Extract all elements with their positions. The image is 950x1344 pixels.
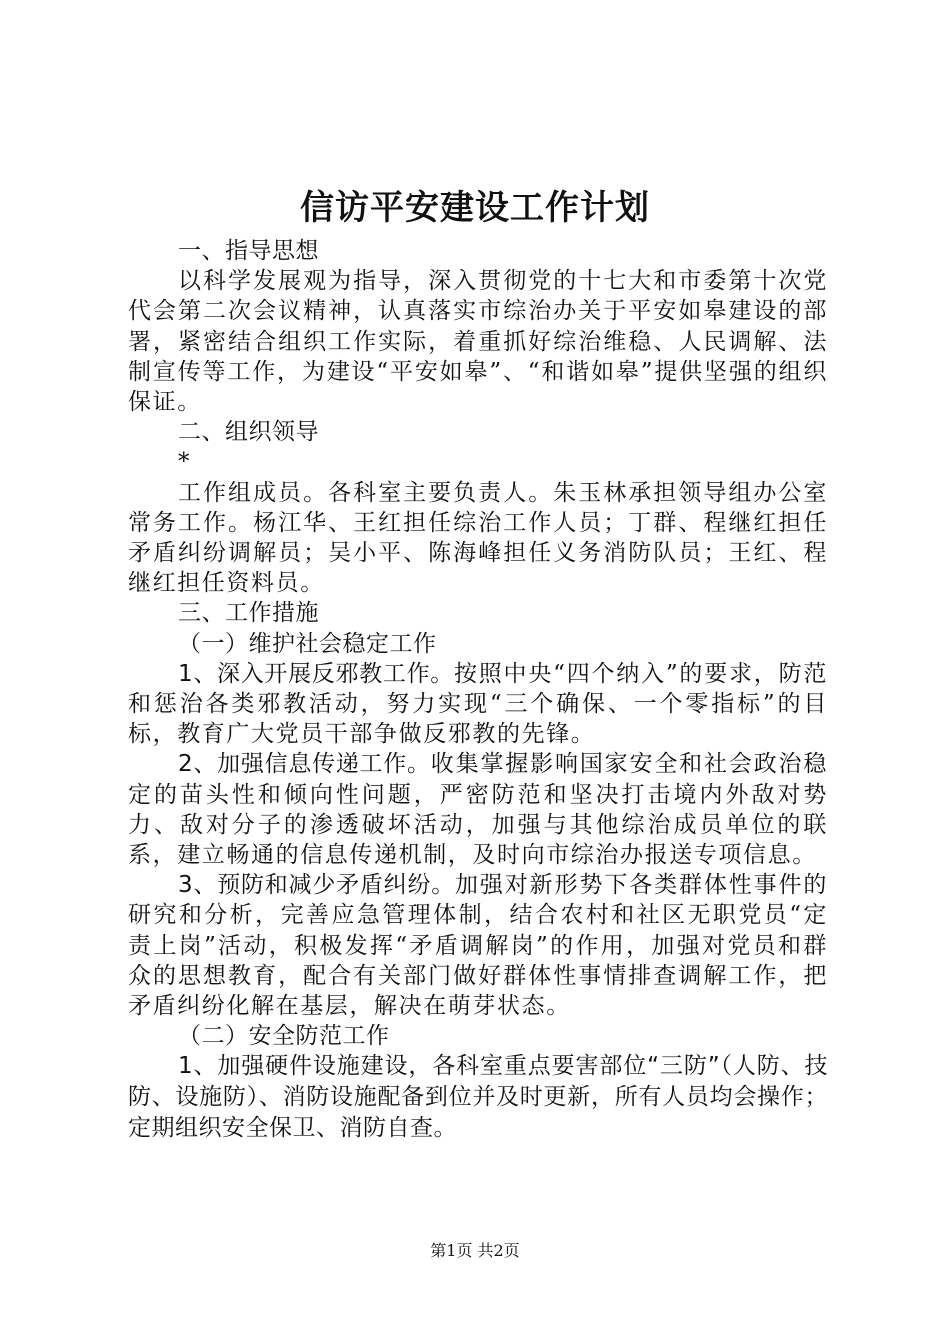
- subsection-heading-security: （二）安全防范工作: [178, 1023, 390, 1050]
- section-heading-organization: 二、组织领导: [178, 419, 319, 446]
- measure-item-2-lead: 2、加强信息传递工作。: [178, 751, 431, 778]
- measure-item-1-text: 按照中央“四个纳入”的要求，防范和惩治各类邪教活动，努力实现“三个确保、一个零指标”的目标，教育广大党员干部争做反邪教的先锋。: [128, 660, 828, 748]
- section-marker: *: [178, 449, 192, 476]
- section-paragraph-organization: 工作组成员。各科室主要负责人。朱玉林承担领导组办公室常务工作。杨江华、王红担任综治工作人员；丁群、程继红担任矛盾纠纷调解员；吴小平、陈海峰担任义务消防队员；王红、程继红担任资料员。: [128, 479, 828, 597]
- measure-item-3-lead: 3、预防和减少矛盾纠纷。: [178, 872, 456, 899]
- measure-item-1: [128, 659, 828, 750]
- measure-item-1-lead: 1、深入开展反邪教工作。: [178, 660, 454, 687]
- section-heading-measures: 三、工作措施: [178, 600, 319, 627]
- security-item-1: 1、加强硬件设施建设，各科室重点要害部位“三防”（人防、技防、设施防）、消防设施配备到位并及时更新，所有人员均会操作；定期组织安全保卫、消防自查。: [128, 1053, 828, 1142]
- measure-item-3: [128, 870, 828, 1021]
- document-title: 信访平安建设工作计划: [300, 188, 650, 228]
- section-paragraph-guiding-thought: 以科学发展观为指导，深入贯彻党的十七大和市委第十次党代会第二次会议精神，认真落实市综治办关于平安如皋建设的部署，紧密结合组织工作实际，着重抓好综治维稳、人民调解、法制宣传等工作，为建设“平安如皋”、“和谐如皋”提供坚强的组织保证。: [128, 268, 828, 416]
- subsection-heading-stability: （一）维护社会稳定工作: [178, 630, 437, 657]
- document-body: [128, 236, 828, 1144]
- section-heading-guiding-thought: 一、指导思想: [178, 238, 319, 264]
- measure-item-2-text: 收集掌握影响国家安全和社会政治稳定的苗头性和倾向性问题，严密防范和坚决打击境内外敌对势力、敌对分子的渗透破坏活动，加强与其他综治成员单位的联系，建立畅通的信息传递机制，及时向市综治办报送专项信息。: [128, 751, 828, 869]
- measure-item-3-text: 加强对新形势下各类群体性事件的研究和分析，完善应急管理体制，结合农村和社区无职党员“定责上岗”活动，积极发挥“矛盾调解岗”的作用，加强对党员和群众的思想教育，配合有关部门做好群体性事情排查调解工作，把矛盾纠纷化解在基层，解决在萌芽状态。: [128, 872, 828, 1020]
- page-footer: 第1页 共2页: [430, 1241, 520, 1260]
- measure-item-2: [128, 749, 828, 870]
